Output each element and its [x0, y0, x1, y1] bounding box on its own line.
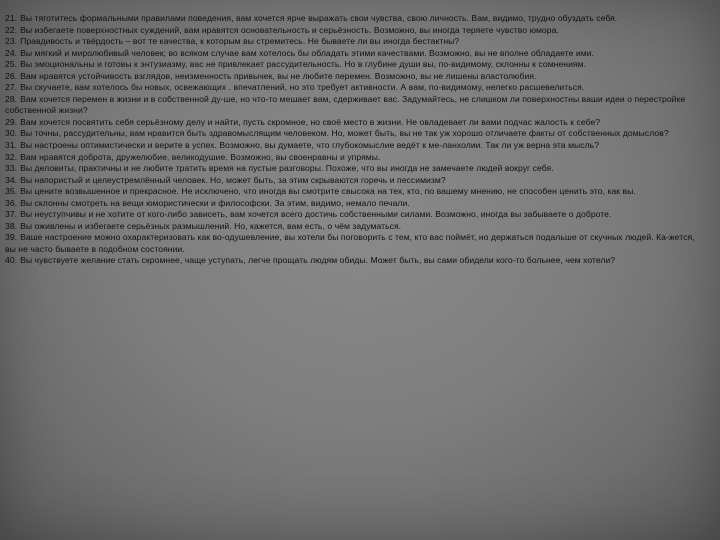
- item-number: 30.: [5, 128, 18, 139]
- list-item-39: [5, 232, 706, 255]
- list-item-28: [5, 94, 706, 117]
- item-text: Вы оживлены и избегаете серьёзных размышлений. Но, кажется, вам есть, о чём задуматься.: [20, 220, 402, 231]
- item-number: 34.: [5, 174, 18, 185]
- list-item-24: [5, 48, 706, 60]
- item-text: Ваше настроение можно охарактеризовать как во-одушевление, вы хотели бы поговорить с тем, кто вас поймёт, но держаться подальше от скучных людей. Кa-жется, вы не часто бываете в подобном состоянии.: [5, 232, 695, 254]
- list-item-26: [5, 71, 706, 83]
- item-text: Вам нравятся доброта, дружелюбие, великодушие. Возможно, вы своенравны и упрямы.: [20, 151, 381, 162]
- item-number: 24.: [5, 47, 18, 58]
- item-number: 36.: [5, 197, 18, 208]
- list-item-35: [5, 186, 706, 198]
- item-text: Вы напористый и целеустремлённый человек. Но, может быть, за этим скрываются горечь и пессимизм?: [20, 174, 446, 185]
- item-number: 25.: [5, 59, 18, 70]
- item-number: 32.: [5, 151, 18, 162]
- item-text: Вы избегаете поверхностных суждений, вам нравятся основательность и серьёзность. Возможно, вы иногда теряете чувство юмора.: [20, 24, 559, 35]
- item-text: Вы скучаете, вам хотелось бы новых, освежающих . впечатлений, но это требует активности. А вам, по-видимому, нелегко расшевелиться.: [20, 82, 585, 93]
- item-text: Вы цените возвышенное и прекрасное. Не исключено, что иногда вы смотрите свысока на тех, кто, по вашему мнению, не способен ценить это, как вы.: [20, 186, 636, 197]
- list-item-34: [5, 175, 706, 187]
- item-text: Вы чувствуете желание стать скромнее, чаще уступать, легче прощать людям обиды. Может быть, вы сами обидели кого-то больнее, чем хотели?: [20, 255, 616, 266]
- item-text: Вам хочется посвятить себя серьёзному делу и найти, пусть скромное, но своё место в жизни. Не овладевает ли вами подчас жалость к себе?: [20, 116, 601, 127]
- item-number: 28.: [5, 93, 18, 104]
- item-number: 33.: [5, 163, 18, 174]
- item-number: 23.: [5, 36, 18, 47]
- item-text: Вам хочется перемен в жизни и в собственной ду-ше, но что-то мешает вам, сдерживает вас. Задумайтесь, не слишком ли поверхностны ваши идеи о перестройке собственной жизни?: [5, 93, 686, 116]
- item-text: Вы неуступчивы и не хотите от кого-либо зависеть, вам хочется всего достичь собственными силами. Возможно, иногда вы забываете о доброте.: [20, 209, 612, 220]
- list-item-38: [5, 221, 706, 233]
- item-number: 21.: [5, 13, 18, 23]
- item-text: Вам нравятся устойчивость взглядов, неизменность привычек, вы не любите перемен. Возможно, вы не лишены властолюбия.: [20, 70, 537, 81]
- list-item-31: [5, 140, 706, 152]
- list-item-21: [5, 13, 706, 25]
- item-number: 27.: [5, 82, 18, 93]
- item-number: 40.: [5, 255, 18, 266]
- list-item-25: [5, 59, 706, 71]
- list-item-33: [5, 163, 706, 175]
- list-item-27: [5, 82, 706, 94]
- item-text: Вы точны, рассудительны, вам нравится быть здравомыслящим человеком. Но, может быть, вы не так уж хорошо отличаете факты от собственных домыслов?: [20, 128, 669, 139]
- item-text: Вы эмоциональны и готовы к энтузиазму, вас не привлекает рассудительность. Но в глубине души вы, по-видимому, склонны к сомнениям.: [20, 59, 587, 70]
- list-item-40: [5, 255, 706, 267]
- item-text: Правдивость и твёрдость – вот те качества, к которым вы стремитесь. Не бываете ли вы иногда бестактны?: [20, 36, 460, 47]
- item-number: 39.: [5, 232, 18, 243]
- list-item-29: [5, 117, 706, 129]
- list-item-30: [5, 128, 706, 140]
- item-text: Вы мягкий и миролюбивый человек; во всяком случае вам хотелось бы обладать этими качествами. Возможно, вы не вполне обладаете ими.: [20, 47, 594, 58]
- results-list: [5, 13, 706, 267]
- item-number: 38.: [5, 220, 18, 231]
- item-number: 35.: [5, 186, 18, 197]
- list-item-32: [5, 152, 706, 164]
- list-item-36: [5, 198, 706, 210]
- item-text: Вы деловиты, практичны и не любите тратить время на пустые разговоры. Похоже, что вы иногда не замечаете людей вокруг себя.: [20, 163, 554, 174]
- item-number: 22.: [5, 24, 18, 35]
- item-number: 29.: [5, 116, 18, 127]
- list-item-37: [5, 209, 706, 221]
- item-number: 26.: [5, 70, 18, 81]
- item-text: Вы тяготитесь формальными правилами поведения, вам хочется ярче выражать свои чувства, свою личность. Вам, видимо, трудно обуздать себя.: [20, 13, 618, 23]
- list-item-22: [5, 25, 706, 37]
- item-text: Вы склонны смотреть на вещи юмористически и философски. За этим, видимо, немало печали.: [20, 197, 410, 208]
- list-item-23: [5, 36, 706, 48]
- item-text: Вы настроены оптимистически и верите в успех. Возможно, вы думаете, что глубокомыслие ведёт к ме-ланхолии. Так ли уж верна эта мысль?: [20, 140, 600, 151]
- item-number: 37.: [5, 209, 18, 220]
- item-number: 31.: [5, 140, 18, 151]
